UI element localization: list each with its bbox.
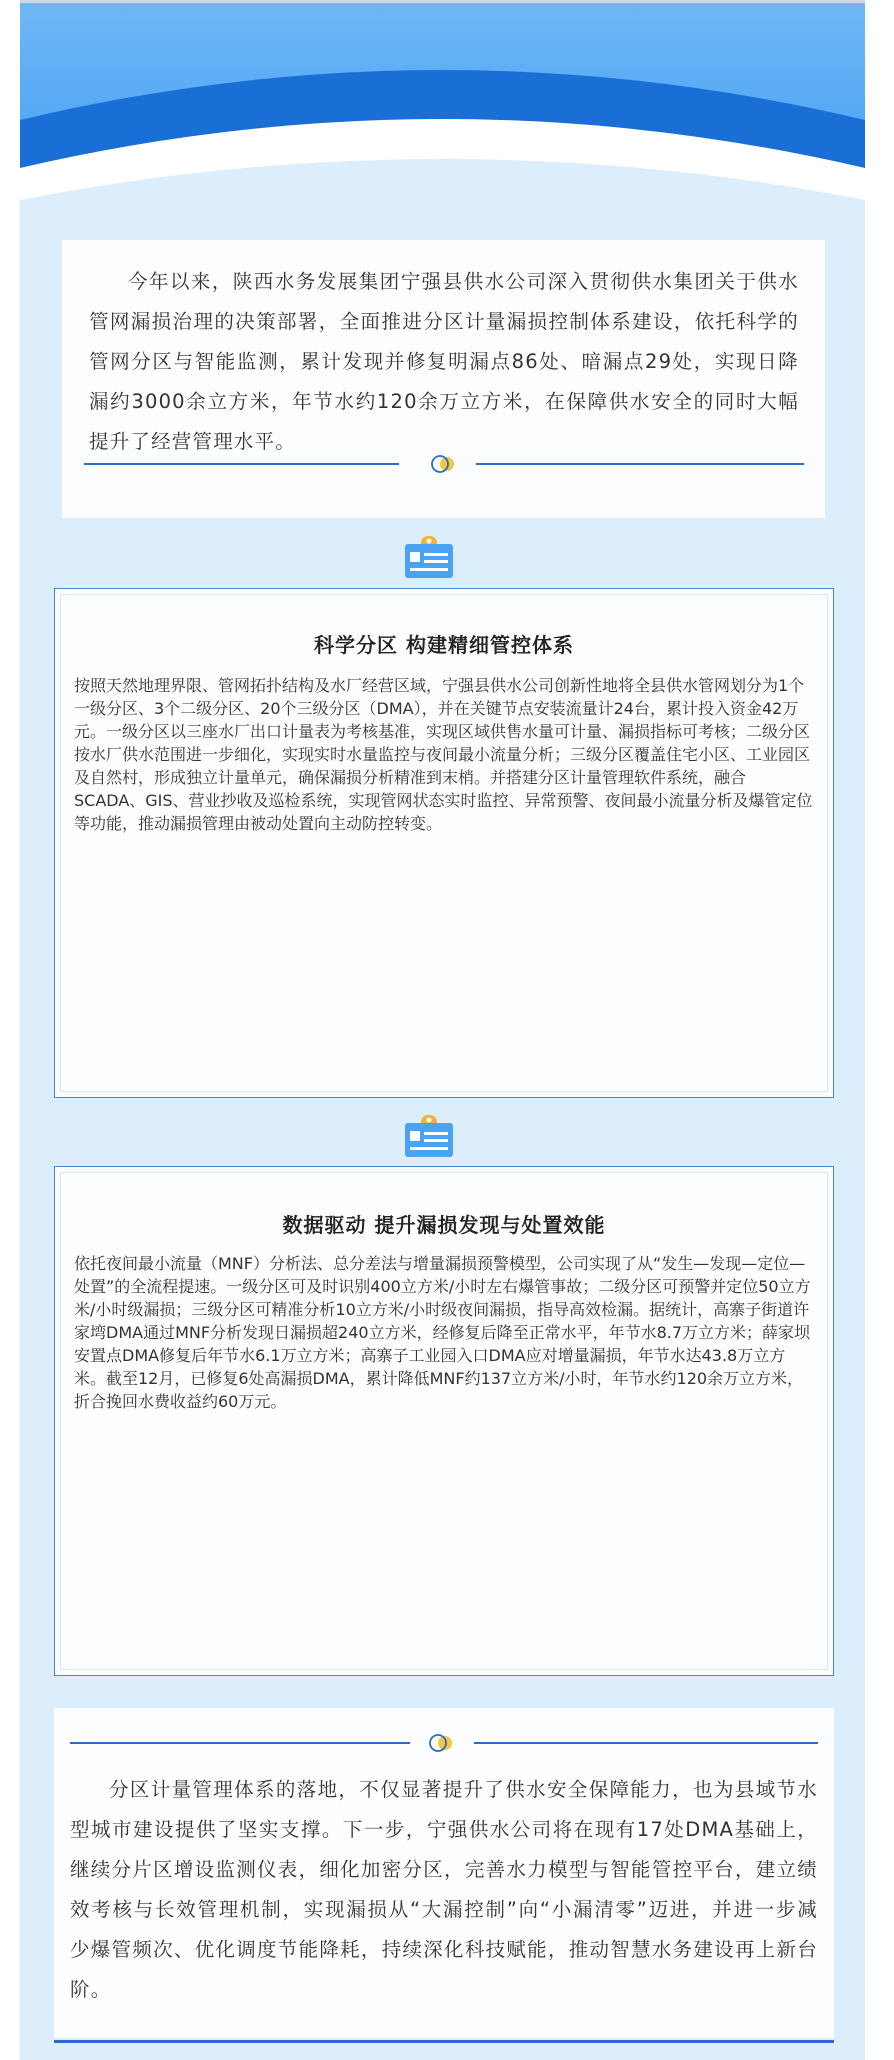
section-title: 科学分区 构建精细管控体系 — [314, 633, 574, 657]
section-scientific-zoning — [54, 588, 834, 1098]
intro-divider — [84, 454, 804, 474]
bottom-divider — [54, 2040, 834, 2043]
closing-divider — [70, 1733, 818, 1753]
intro-card — [62, 240, 825, 518]
ring-ornament-icon — [428, 454, 460, 474]
header-wave-banner — [20, 0, 865, 230]
intro-paragraph: 今年以来，陕西水务发展集团宁强县供水公司深入贯彻供水集团关于供水管网漏损治理的决策部署，全面推进分区计量漏损控制体系建设，依托科学的管网分区与智能监测，累计发现并修复明漏点86处、暗漏点29处，实现日降漏约3000余立方米，年节水约120余万立方米，在保障供水安全的同时大幅提升了经营管理水平。 — [89, 270, 799, 453]
section-title: 数据驱动 提升漏损发现与处置效能 — [282, 1213, 606, 1237]
ring-ornament-icon — [426, 1733, 458, 1753]
closing-card — [54, 1708, 834, 2038]
section-body: 按照天然地理界限、管网拓扑结构及水厂经营区域，宁强县供水公司创新性地将全县供水管网划分为1个一级分区、3个二级分区、20个三级分区（DMA），并在关键节点安装流量计24台，累计投入资金42万元。一级分区以三座水厂出口计量表为考核基准，实现区域供售水量可计量、漏损指标可考核；二级分区按水厂供水范围进一步细化，实现实时水量监控与夜间最小流量分析；三级分区覆盖住宅小区、工业园区及自然村，形成独立计量单元，确保漏损分析精准到末梢。并搭建分区计量管理软件系统，融合SCADA、GIS、营业抄收及巡检系统，实现管网状态实时监控、异常预警、夜间最小流量分析及爆管定位等功能，推动漏损管理由被动处置向主动防控转变。 — [74, 676, 813, 833]
closing-paragraph: 分区计量管理体系的落地，不仅显著提升了供水安全保障能力，也为县域节水型城市建设提供了坚实支撑。下一步，宁强供水公司将在现有17处DMA基础上，继续分片区增设监测仪表，细化加密分区，完善水力模型与智能管控平台，建立绩效考核与长效管理机制，实现漏损从“大漏控制”向“小漏清零”迈进，并进一步减少爆管频次、优化调度节能降耗，持续深化科技赋能，推动智慧水务建设再上新台阶。 — [70, 1778, 818, 2001]
clipboard-icon — [403, 1111, 455, 1159]
clipboard-icon — [403, 532, 455, 580]
section-data-driven — [54, 1166, 834, 1676]
section-body: 依托夜间最小流量（MNF）分析法、总分差法与增量漏损预警模型，公司实现了从“发生—发现—定位—处置”的全流程提速。一级分区可及时识别400立方米/小时左右爆管事故；二级分区可预警并定位50立方米/小时级漏损；三级分区可精准分析10立方米/小时级夜间漏损，指导高效检漏。据统计，高寨子街道许家塆DMA通过MNF分析发现日漏损超240立方米，经修复后降至正常水平，年节水8.7万立方米；薛家坝安置点DMA修复后年节水6.1万立方米；高寨子工业园入口DMA应对增量漏损，年节水达43.8万立方米。截至12月，已修复6处高漏损DMA，累计降低MNF约137立方米/小时，年节水约120余万立方米，折合挽回水费收益约60万元。 — [74, 1254, 811, 1411]
